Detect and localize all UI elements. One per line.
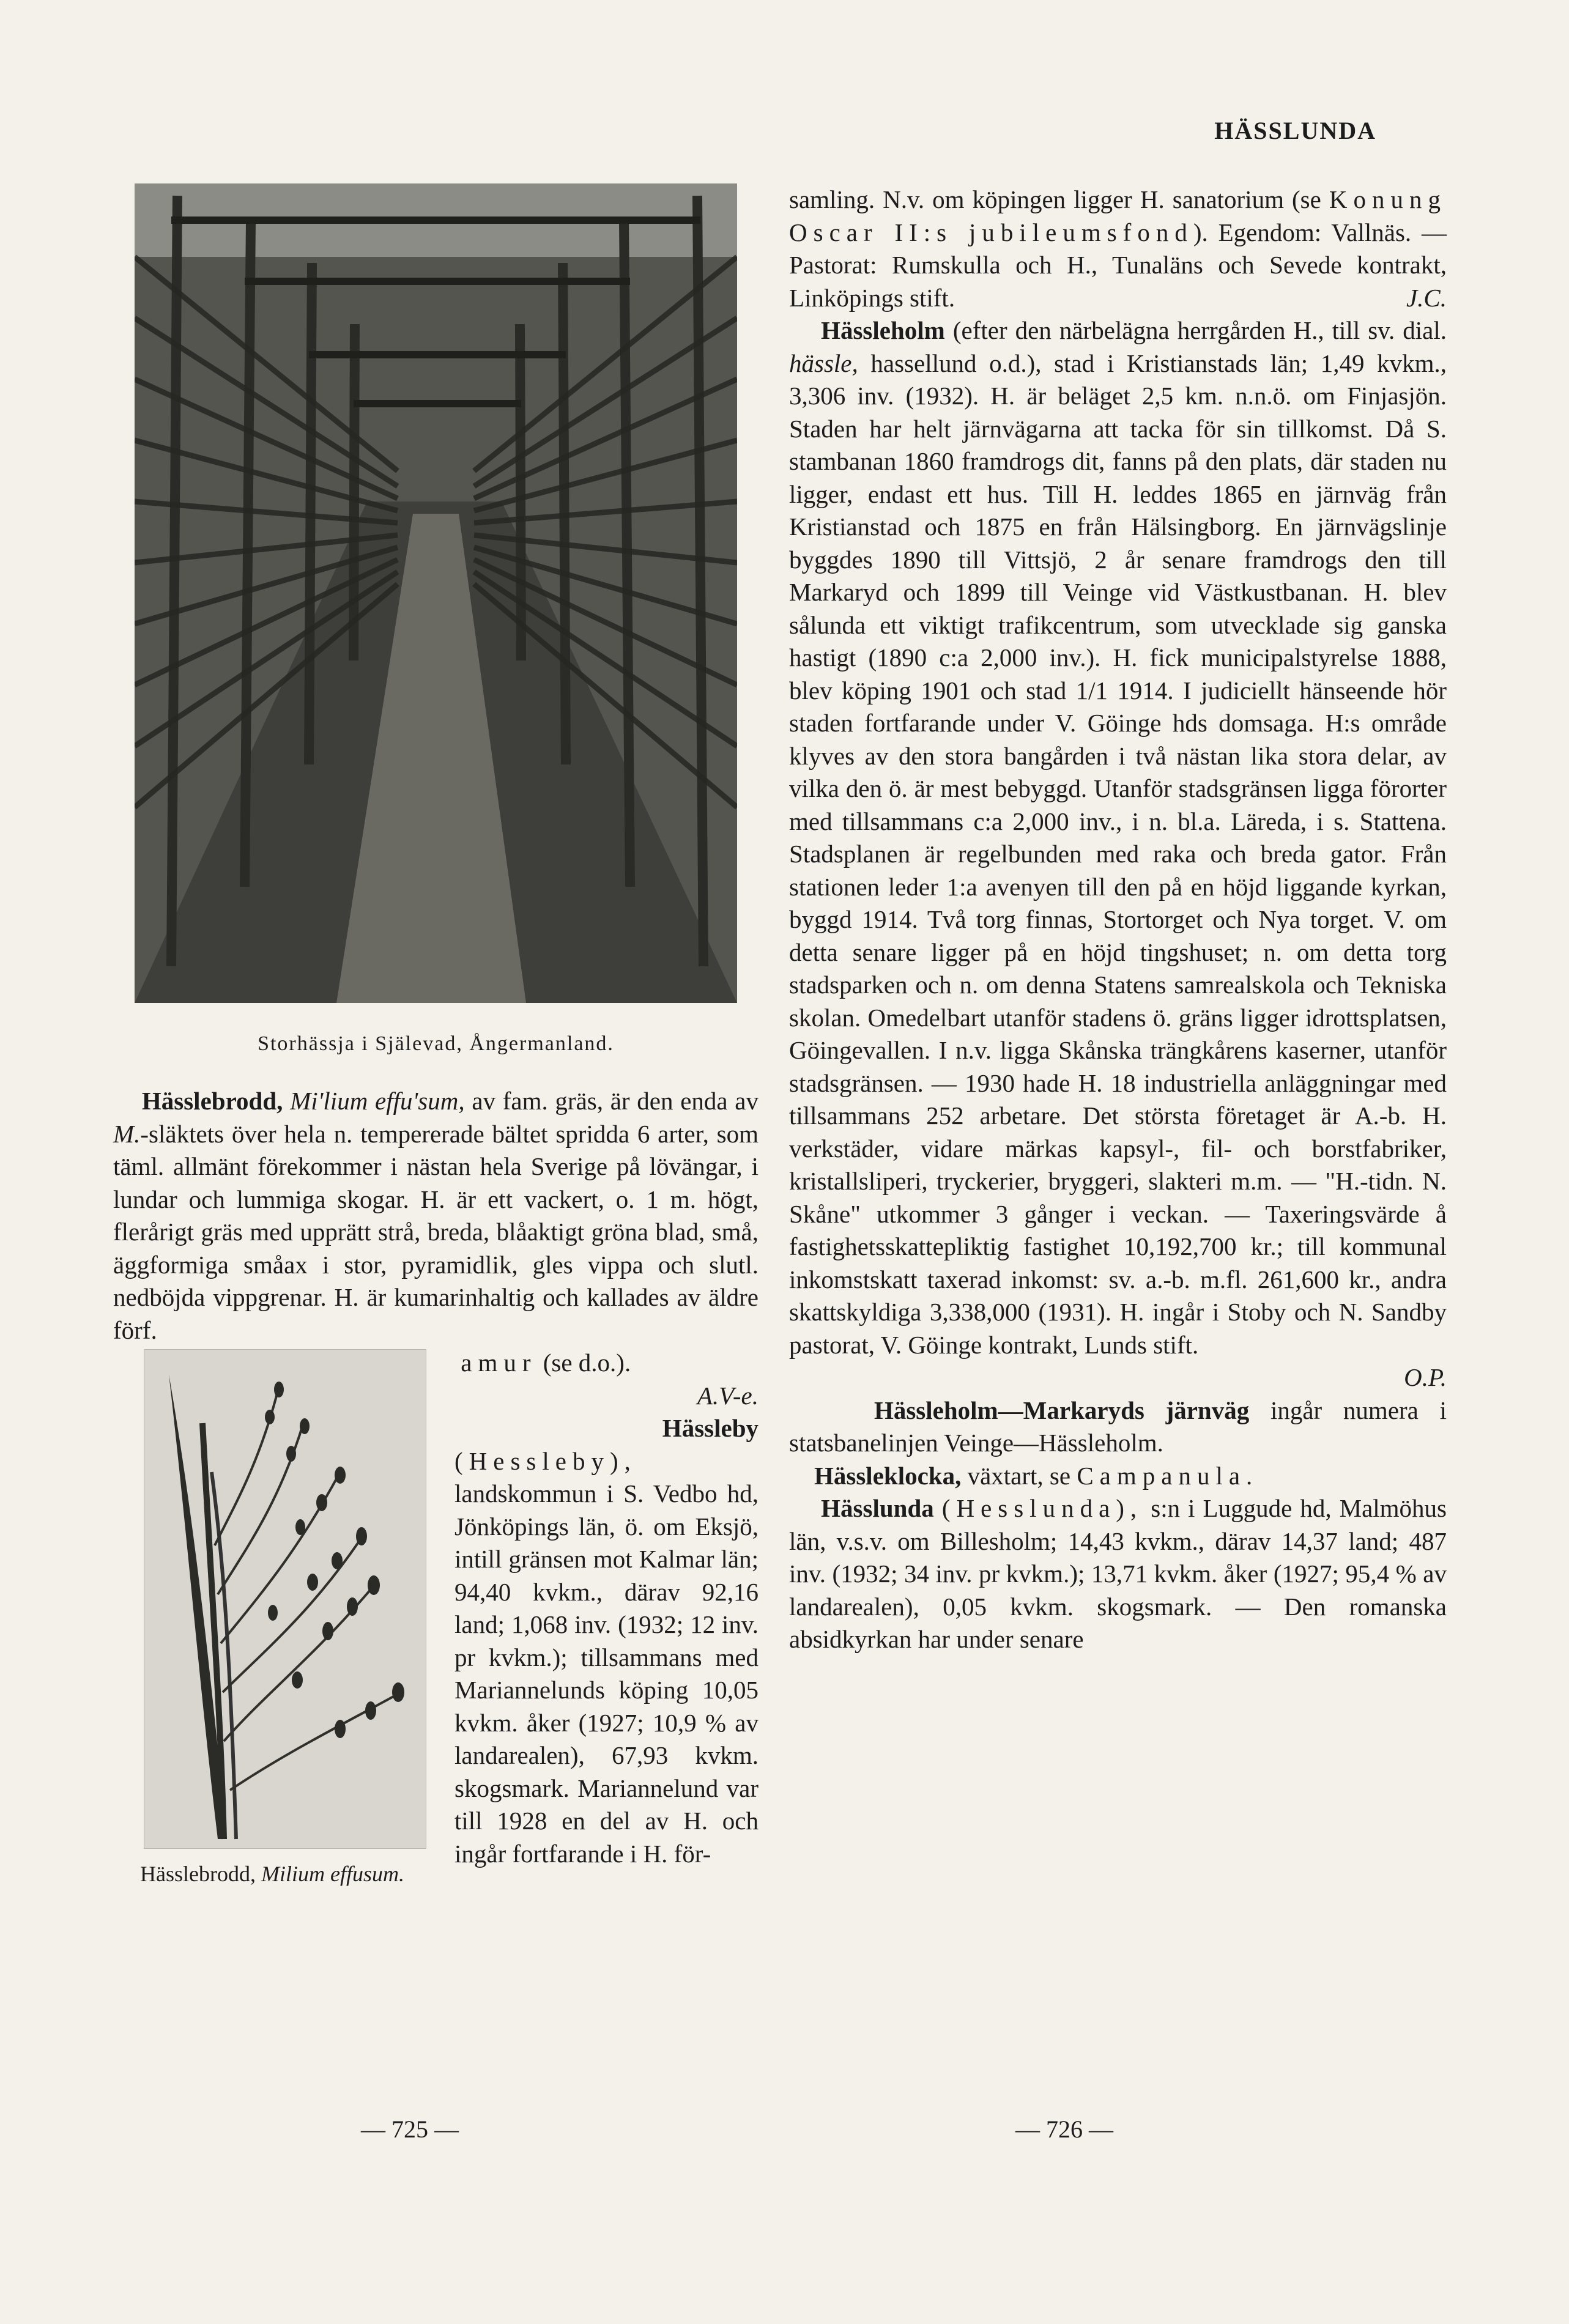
plant-caption-common: Hässlebrodd, xyxy=(140,1862,256,1886)
page-number-right: — 726 — xyxy=(1015,2115,1113,2143)
storhassja-drawing xyxy=(135,183,737,1003)
author-initials: O.P. xyxy=(1404,1363,1447,1391)
cross-ref-tail: (se d.o.). xyxy=(543,1349,631,1377)
entry-hassleby-cont xyxy=(789,183,1447,314)
entry-head: Hässleholm—Markaryds järnväg xyxy=(874,1396,1250,1424)
entry-hassleholm-markaryd xyxy=(789,1394,1447,1460)
plant-caption xyxy=(107,1861,437,1887)
entry-text: växtart, se xyxy=(967,1461,1071,1490)
cross-ref: amur xyxy=(461,1349,537,1377)
genus-abbr: M. xyxy=(113,1119,141,1148)
entry-hassleklocka xyxy=(789,1460,1447,1493)
storhassja-photo xyxy=(135,183,737,1003)
entry-head: Hässlunda xyxy=(821,1494,934,1522)
spaced-name: Konung Oscar II:s jubileumsfond xyxy=(789,185,1447,246)
entry-text: (efter den närbelägna herrgården H., till sv. dial. xyxy=(952,316,1447,344)
milium-effusum-plant-illustration xyxy=(144,1349,426,1849)
left-column xyxy=(113,183,759,1887)
italic-term: hässle, xyxy=(789,349,858,377)
spaced-name: Campanula. xyxy=(1077,1461,1259,1490)
entry-hasslebrodd xyxy=(113,1085,759,1347)
spaced-name: (Hessleby), xyxy=(454,1446,637,1475)
running-head: HÄSSLUNDA xyxy=(1214,117,1376,144)
entry-text: ). Egendom: Vallnäs. — Pastorat: Rumskulla och H., Tunaläns och Sevede kontrakt, Linköpings stift. xyxy=(789,218,1447,312)
entry-text: av fam. gräs, är den enda av xyxy=(472,1087,759,1115)
entry-text: -släktets över hela n. tempererade bältet spridda 6 arter, som täml. allmänt förekommer i nästan hela Sverige på lövängar, i lundar och lummiga skogar. H. är ett vackert, o. 1 m. högt, flerårigt gräs med upprätt strå, breda, blåaktigt gröna blad, små, äggformiga småax i stor, pyramidlik, gles vippa och slutl. nedböjda vippgrenar. H. är kumarinhaltig och kallades av äldre förf. xyxy=(113,1119,759,1344)
entry-hasslunda xyxy=(789,1492,1447,1656)
entry-text: s:n i Luggude hd, Malmöhus län, v.s.v. om Billesholm; 14,43 kvkm., därav 14,37 land; 487 inv. (1932; 34 inv. pr kvkm.); 13,71 kvkm. åker (1927; 95,4 % av landarealen), 0,05 kvkm. skogsmark. — Den romanska absidkyrkan har under senare xyxy=(789,1494,1447,1653)
plant-figure xyxy=(107,1349,437,1887)
spaced-name: (Hesslunda), xyxy=(941,1494,1143,1522)
entry-head: Hässleholm xyxy=(821,316,945,344)
right-column xyxy=(789,183,1447,1656)
entry-head: Hässleby xyxy=(662,1414,759,1442)
entry-head: Hässlebrodd, xyxy=(141,1087,283,1115)
entry-head: Hässleklocka, xyxy=(814,1461,962,1490)
entry-text: hassellund o.d.), stad i Kristianstads län; 1,49 kvkm., 3,306 inv. (1932). H. är beläget 2,5 km. n.n.ö. om Finjasjön. Staden har helt järnvägarna att tacka för sin tillkomst. Då S. stambanan 1860 framdrogs dit, fanns på den plats, där staden nu ligger, endast ett hus. Till H. leddes 1865 en järnväg från Kristianstad och 1875 en från Hälsingborg. En järnvägslinje byggdes 1890 till Vittsjö, 2 år senare framdrogs den till Markaryd och 1899 till Veinge vid Västkustbanan. H. blev sålunda ett viktigt trafikcentrum, som utvecklade sig ganska hastigt (1890 c:a 2,000 inv.). H. fick municipalstyrelse 1888, blev köping 1901 och stad 1/1 1914. I judiciellt hänseende hör staden fortfarande under V. Göinge hds domsaga. H:s område klyves av den stora bangården i två nästan lika stora delar, av vilka den ö. är mest bebyggd. Utanför stadsgränsen ligga förorter med tillsammans c:a 2,000 inv., i n. bl.a. Läreda, i s. Stattena. Stadsplanen är regelbunden med raka och breda gator. Från stationen leder 1:a avenyen till den på en höjd liggande kyrkan, byggd 1914. Två torg finnas, Stortorget och Nya torget. V. om detta senare ligger på en höjd tingshuset; n. om detta torg stadsparken och n. om denna Statens samrealskola och Tekniska skolan. Omedelbart utanför stadens ö. gräns ligger idrottsplatsen, Göingevallen. I n.v. ligga Skånska trängkårens kaserner, utanför stadsgränsen. — 1930 hade H. 18 industriella anläggningar med tillsammans 252 arbetare. Det största företaget är A.-b. H. verkstäder, vidare märkas kapsyl-, fil- och borstfabriker, kristallsliperi, tryckerier, bryggeri, slakteri m.m. — "H.-tidn. N. Skåne" utkommer 3 gånger i veckan. — Taxeringsvärde å fastighetsskattepliktig fastighet 10,192,700 kr.; till kommunal inkomstskatt taxerad inkomst: sv. a.-b. m.fl. 261,600 kr., andra skattskyldiga 3,338,000 (1931). H. ingår i Stoby och N. Sandby pastorat, V. Göinge kontrakt, Lunds stift. xyxy=(789,349,1447,1359)
entry-text: ingår numera i statsbanelinjen Veinge—Hässleholm. xyxy=(789,1396,1447,1457)
plant-caption-latin: Milium effusum. xyxy=(261,1862,404,1886)
entry-text: landskommun i S. Vedbo hd, Jönköpings län, ö. om Eksjö, intill gränsen mot Kalmar län; 94,40 kvkm., därav 92,16 land; 1,068 inv. (1932; 12 inv. pr kvkm.); tillsammans med Mariannelunds köping 10,05 kvkm. åker (1927; 10,9 % av landarealen), 67,93 kvkm. skogsmark. Mariannelund var till 1928 en del av H. och ingår fortfarande i H. för- xyxy=(454,1479,759,1868)
author-initials: A.V-e. xyxy=(697,1381,759,1410)
latin-name: Mi'lium effu'sum, xyxy=(290,1087,465,1115)
entry-text: samling. N.v. om köpingen ligger H. sanatorium (se xyxy=(789,185,1321,213)
photo-caption: Storhässja i Själevad, Ångermanland. xyxy=(258,1032,614,1055)
author-initials: J.C. xyxy=(1406,283,1447,312)
plant-drawing xyxy=(144,1350,426,1848)
page-number-left: — 725 — xyxy=(361,2115,459,2143)
entry-hassleholm xyxy=(789,314,1447,1361)
